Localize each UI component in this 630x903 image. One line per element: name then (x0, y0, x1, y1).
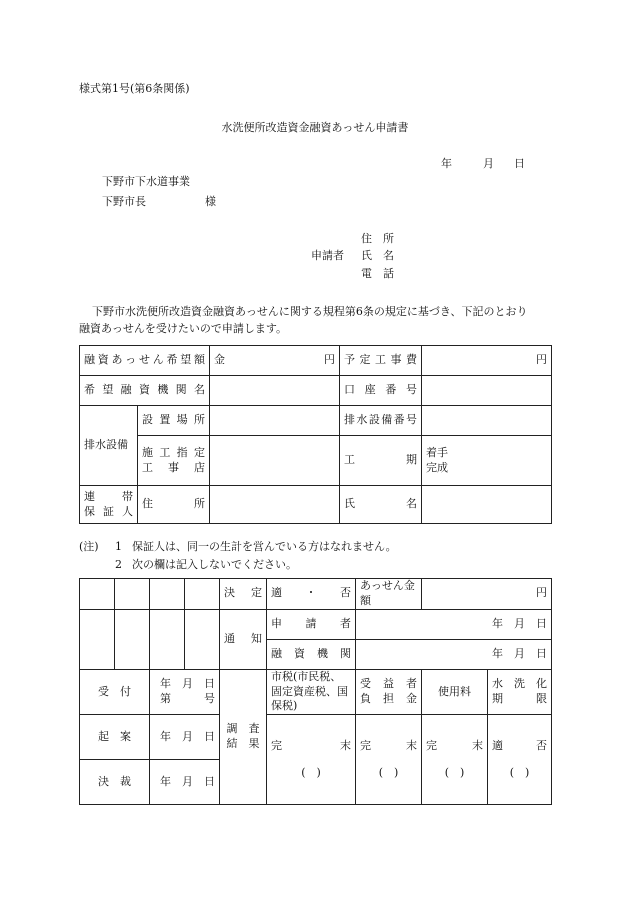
notice-applicant-date: 年 月 日 (356, 609, 552, 639)
receipt-label: 受 付 (80, 669, 150, 715)
period-label: 工 期 (340, 436, 422, 486)
blank-cell (115, 609, 150, 669)
drainage-number-label: 排水設備番号 (340, 406, 422, 436)
date-day: 日 (514, 157, 525, 170)
blank-cell (80, 579, 115, 610)
intro-line1: 下野市水洗便所改造資金融資あっせんに関する規程第6条の規定に基づき、下記のとおり (92, 305, 528, 318)
receipt-cell: 年 月 日 第 号 (150, 669, 220, 715)
applicant-phone-label: 電 話 (361, 267, 394, 280)
applicant-label: 申請者 (311, 249, 344, 262)
guarantor-label: 連 帯 保証人 (80, 486, 138, 524)
contractor-label: 施工指定 工事店 (138, 436, 210, 486)
note1-number: 1 (115, 540, 122, 553)
notice-label: 通 知 (220, 609, 267, 669)
decision-label: 決 定 (220, 579, 267, 610)
note2-number: 2 (115, 558, 122, 571)
planned-cost-label: 予定工事費 (340, 346, 422, 376)
notice-institution-label: 融資機関 (267, 639, 356, 669)
note1-text: 保証人は、同一の生計を営んでいる方はなれません。 (132, 540, 397, 553)
blank-cell (185, 579, 220, 610)
period-cell: 着手 完成 (422, 436, 552, 486)
document-title: 水洗便所改造資金融資あっせん申請書 (221, 121, 409, 134)
note2-text: 次の欄は記入しないでください。 (132, 558, 297, 571)
account-number-label: 口座番号 (340, 376, 422, 406)
blank-cell (150, 609, 185, 669)
account-number-cell (422, 376, 552, 406)
notes-label: (注) (79, 540, 99, 553)
form-number: 様式第1号(第6条関係) (79, 82, 190, 95)
addressee-honorific: 様 (205, 195, 216, 208)
approve-deny-cell: 適 ・ 否 (267, 579, 356, 610)
draft-label: 起 案 (80, 715, 150, 760)
drainage-number-cell (422, 406, 552, 436)
location-cell (210, 406, 340, 436)
blank-cell (115, 579, 150, 610)
blank-cell (150, 579, 185, 610)
applicant-address-label: 住 所 (361, 232, 394, 245)
addressee-line2: 下野市長 (102, 195, 146, 208)
tax-label: 市税(市民税、 固定資産税、国 保税) (267, 669, 356, 715)
intro-line2: 融資あっせんを受けたいので申請します。 (79, 322, 288, 335)
application-table (79, 345, 552, 524)
guarantor-address-label: 住 所 (138, 486, 210, 524)
drainage-label: 排水設備 (80, 406, 138, 486)
notice-applicant-label: 申 請 者 (267, 609, 356, 639)
notice-institution-date: 年 月 日 (356, 639, 552, 669)
date-year: 年 (441, 157, 452, 170)
deadline-result-cell: 適 否 ( ) (488, 715, 552, 805)
approval-label: 決 裁 (80, 760, 150, 805)
planned-cost-cell: 円 (422, 346, 552, 376)
guarantor-address-cell (210, 486, 340, 524)
approval-date: 年 月 日 (150, 760, 220, 805)
bank-name-label: 希望融資機関名 (80, 376, 210, 406)
usage-fee-result-cell: 完 末 ( ) (422, 715, 488, 805)
survey-result-label: 調 査 結 果 (220, 669, 267, 805)
office-use-table (79, 578, 552, 805)
beneficiary-burden-label: 受 益 者 負 担 金 (356, 669, 422, 715)
desired-amount-cell: 金 円 (210, 346, 340, 376)
loan-amount-cell: 円 (422, 579, 552, 610)
addressee-line1: 下野市下水道事業 (102, 175, 190, 188)
blank-cell (185, 609, 220, 669)
bank-name-cell (210, 376, 340, 406)
applicant-name-label: 氏 名 (361, 249, 394, 262)
location-label: 設置場所 (138, 406, 210, 436)
tax-result-cell: 完 末 ( ) (267, 715, 356, 805)
flush-deadline-label: 水 洗 化 期 限 (488, 669, 552, 715)
blank-cell (80, 609, 115, 669)
contractor-cell (210, 436, 340, 486)
usage-fee-label: 使用料 (422, 669, 488, 715)
guarantor-name-cell (422, 486, 552, 524)
date-month: 月 (483, 157, 494, 170)
loan-amount-label: あっせん金額 (356, 579, 422, 610)
burden-result-cell: 完 末 ( ) (356, 715, 422, 805)
guarantor-name-label: 氏 名 (340, 486, 422, 524)
desired-amount-label: 融資あっせん希望額 (80, 346, 210, 376)
draft-date: 年 月 日 (150, 715, 220, 760)
